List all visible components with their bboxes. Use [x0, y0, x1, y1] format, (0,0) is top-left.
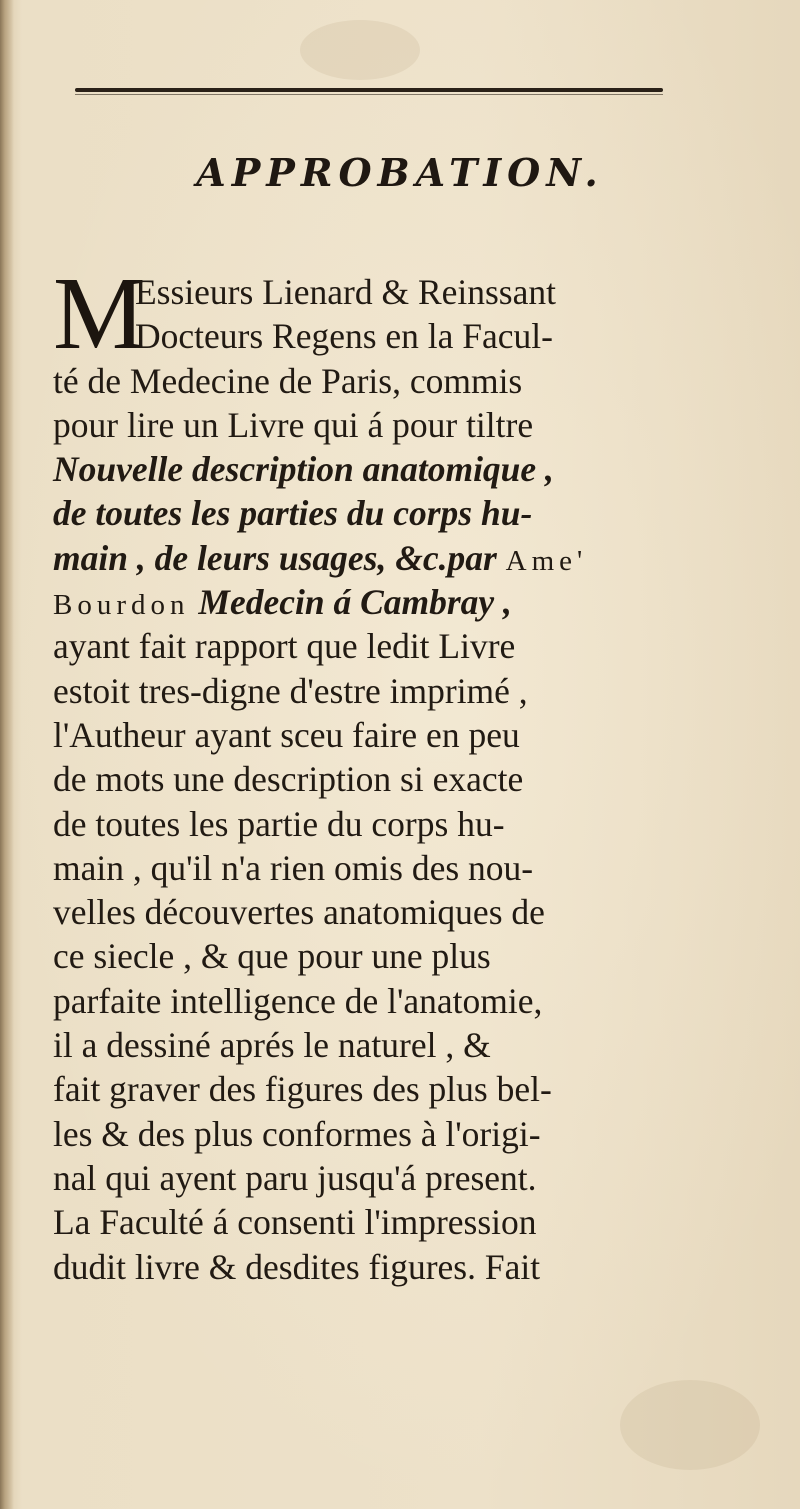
author-first-name: Ame' — [505, 544, 588, 577]
author-profession: Medecin á Cambray , — [198, 582, 512, 623]
text-line: La Faculté á consenti l'impression — [53, 1202, 537, 1243]
paper-stain — [300, 20, 420, 80]
text-line: il a dessiné aprés le naturel , & — [53, 1025, 491, 1066]
text-line: Essieurs Lienard & Reinssant — [135, 272, 556, 312]
text-line: dudit livre & desdites figures. Fait — [53, 1246, 541, 1287]
header-rule — [75, 88, 663, 92]
approbation-text — [53, 256, 693, 1289]
text-line: ayant fait rapport que ledit Livre — [53, 626, 516, 667]
book-title-line: Nouvelle description anatomique , — [53, 449, 554, 490]
author-line — [53, 580, 693, 624]
text-line: main , qu'il n'a rien omis des nou- — [53, 847, 534, 888]
drop-cap: M — [53, 256, 146, 371]
text-line: fait graver des figures des plus bel- — [53, 1069, 552, 1110]
text-line: pour lire un Livre qui á pour tiltre — [53, 404, 534, 445]
text-line: ce siecle , & que pour une plus — [53, 936, 491, 977]
text-line: de mots une description si exacte — [53, 759, 524, 800]
text-line: estoit tres-digne d'estre imprimé , — [53, 670, 528, 711]
text-line: Docteurs Regens en la Facul- — [135, 316, 553, 357]
page-heading: APPROBATION. — [196, 150, 604, 195]
text-line: de toutes les partie du corps hu- — [53, 803, 505, 844]
header-rule-thin — [75, 94, 663, 95]
author-surname: Bourdon — [53, 589, 190, 622]
text-line: nal qui ayent paru jusqu'á present. — [53, 1157, 537, 1198]
text-line: parfaite intelligence de l'anatomie, — [53, 980, 543, 1021]
text-line: les & des plus conformes à l'origi- — [53, 1113, 541, 1154]
text-line: velles découvertes anatomiques de — [53, 892, 545, 933]
author-line — [53, 536, 693, 580]
text-line: l'Autheur ayant sceu faire en peu — [53, 714, 520, 755]
binding-edge — [0, 0, 14, 1509]
book-title-line: de toutes les parties du corps hu- — [53, 493, 533, 534]
paper-stain — [620, 1380, 760, 1470]
text-line: té de Medecine de Paris, commis — [53, 360, 523, 401]
author-line-italic: main , de leurs usages, &c.par — [53, 537, 497, 578]
